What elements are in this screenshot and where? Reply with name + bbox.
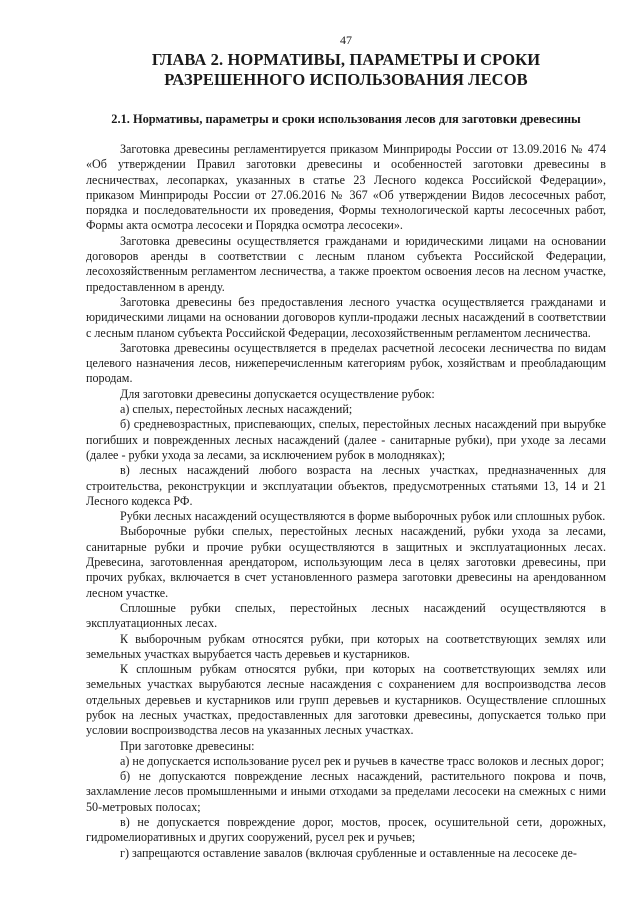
paragraph: Для заготовки древесины допускается осуществление рубок:	[120, 386, 435, 401]
list-item: а) спелых, перестойных лесных насаждений;	[120, 402, 353, 417]
paragraph: Заготовка древесины без предоставления лесного участка осуществляется гражданами и юридическими лицами на основании договоров купли-продажи лесных насаждений в соответствии с лесным планом субъекта Российской Федерации, лесохозяйственным регламентом лесничества.	[86, 294, 606, 340]
paragraph: К выборочным рубкам относятся рубки, при которых на соответствующих землях или земельных участках вырубается часть деревьев и кустарников.	[86, 631, 606, 661]
list-item: в) не допускается повреждение дорог, мостов, просек, осушительной сети, дорожных, гидромелиоративных и других сооружений, русел рек и ручьев;	[86, 815, 606, 845]
list-item: г) запрещаются оставление завалов (включая срубленные и оставленные на лесосеке де-	[120, 845, 577, 860]
paragraph: Выборочные рубки спелых, перестойных лесных насаждений, рубки ухода за лесами, санитарные рубки и прочие рубки осуществляются в защитных и эксплуатационных лесах. Древесина, заготовленная арендатором, использующим леса в целях заготовки древесины, при прочих рубках, включается в счет установленного размера заготовки древесины на арендованном лесном участке.	[86, 524, 606, 600]
paragraph: Рубки лесных насаждений осуществляются в форме выборочных рубок или сплошных рубок.	[120, 509, 606, 524]
paragraph: Заготовка древесины регламентируется приказом Минприроды России от 13.09.2016 № 474 «Об утверждении Правил заготовки древесины и особенностей заготовки древесины в лесничествах, лесопарках, указанных в статье 23 Лесного кодекса Российской Федерации», приказом Минприроды России от 27.06.2016 № 367 «Об утверждении Видов лесосечных работ, порядка и последовательности их проведения, Формы технологической карты лесосечных работ, Формы акта осмотра лесосеки и Порядка осмотра лесосеки».	[86, 142, 606, 233]
paragraph: Заготовка древесины осуществляется гражданами и юридическими лицами на основании договоров аренды в соответствии с лесным планом субъекта Российской Федерации, лесохозяйственным регламентом лесничества, а также проектом освоения лесов на лесном участке, предоставленном в аренду.	[86, 233, 606, 294]
paragraph: Сплошные рубки спелых, перестойных лесных насаждений осуществляются в эксплуатационных лесах.	[86, 600, 606, 631]
paragraph: При заготовке древесины:	[120, 738, 255, 753]
list-item: б) не допускаются повреждение лесных насаждений, растительного покрова и почв, захламление лесов промышленными и иными отходами за пределами лесосеки на смежных с ними 50-метровых полосах;	[86, 769, 606, 814]
body-text	[86, 142, 606, 861]
chapter-title: ГЛАВА 2. НОРМАТИВЫ, ПАРАМЕТРЫ И СРОКИ РАЗРЕШЕННОГО ИСПОЛЬЗОВАНИЯ ЛЕСОВ	[151, 50, 541, 89]
paragraph: Заготовка древесины осуществляется в пределах расчетной лесосеки лесничества по видам целевого назначения лесов, нижеперечисленным категориям рубок, хозяйствам и преобладающим породам.	[86, 340, 606, 386]
list-item: в) лесных насаждений любого возраста на лесных участках, предназначенных для строительства, реконструкции и эксплуатации объектов, предусмотренных статьями 13, 14 и 21 Лесного кодекса РФ.	[86, 463, 606, 508]
paragraph: К сплошным рубкам относятся рубки, при которых на соответствующих землях или земельных участках вырубаются лесные насаждения с сохранением для воспроизводства лесов отдельных деревьев и кустарников или групп деревьев и кустарников. Осуществление сплошных рубок на лесных участках, предоставленных для заготовки древесины, допускается только при условии воспроизводства лесов на указанных лесных участках.	[86, 662, 606, 738]
page-number: 47	[340, 33, 352, 47]
list-item: б) средневозрастных, приспевающих, спелых, перестойных лесных насаждений при вырубке погибших и поврежденных лесных насаждений (далее - санитарные рубки), при уходе за лесами (далее - рубки ухода за лесами, за исключением рубок в молодняках);	[86, 417, 606, 462]
section-title: 2.1. Нормативы, параметры и сроки использования лесов для заготовки древесины	[111, 112, 581, 126]
list-item: а) не допускается использование русел рек и ручьев в качестве трасс волоков и лесных дорог;	[120, 753, 605, 768]
